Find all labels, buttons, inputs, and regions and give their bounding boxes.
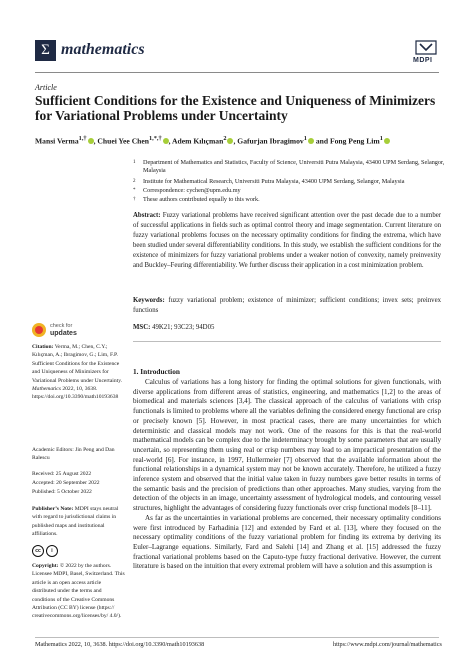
orcid-icon[interactable]: [308, 138, 314, 144]
citation-block: [32, 343, 126, 402]
article-type: Article: [35, 83, 57, 92]
header-rule: [35, 72, 439, 73]
intro-paragraph-1: Calculus of variations has a long history for finding the optimal solutions for given functionals, with diverse applications from different areas of statistics, engineering, and mathematics [1,2] to the areas of biomedical and materials sciences [3,4]. The classical approach of the calculus of variations with crisp functionals is limited to problems where all the variables defining the considered energy functional are crisp or precisely known [5]. However, in most practical cases, there are many uncertainties for which deterministic and classical models may not work. One of the reasons for this is that the real-world mathematical models can be complex due to the indeterminacy brought by some parameters that are usually uncertain, so representing them using real or crisp numbers may lead to an impractical presentation of the real-world [6]. For instance, in 1997, Hullermeier [7] observed that the available information about the functional relationships in a dynamical system may not be known accurately. Therefore, he utilized a fuzzy inference system and observed that the initial value taken in fuzzy numbers gave better results in terms of the semantic basis and the precision of predictions than other approaches. Many studies, varying from the detection of the objects in an image, uncertainty assessment of hydrological models, and contouring vessel structures, highlight the advantages of considering fuzzy functionals over crisp functional models [8–11].: [133, 378, 441, 513]
affiliation-mark: 1: [133, 160, 136, 165]
introduction-body: [133, 378, 441, 572]
orcid-icon[interactable]: [227, 138, 233, 144]
citation-text: Verma, M.; Chen, C.Y.; Kılıçman, A.; Ibragimov, G.; Lim, F.P. Sufficient Conditions for the Existence and Uniqueness of Minimizers for Variational Problems under Uncertainty.: [32, 344, 123, 384]
affiliation-mark: †: [133, 197, 136, 202]
affiliation: [133, 159, 453, 175]
copyright-label: Copyright:: [32, 563, 59, 569]
correspondence: [133, 187, 453, 195]
accepted-date: Accepted: 20 September 2022: [32, 480, 100, 486]
check-updates-line1: check for: [50, 323, 73, 329]
journal-logo: Σ: [35, 40, 56, 61]
check-for-updates-button[interactable]: [32, 323, 77, 337]
equal-contribution-text: These authors contributed equally to this work.: [143, 196, 260, 203]
check-updates-icon: [32, 323, 46, 337]
publisher-note-text: MDPI stays neutral with regard to jurisdictional claims in published maps and institutional affiliations.: [32, 506, 119, 538]
author-affiliation-mark: 1,*,†: [149, 135, 162, 142]
footer-journal-link[interactable]: https://www.mdpi.com/journal/mathematics: [333, 641, 442, 648]
citation-doi[interactable]: 2022, 10, 3638. https://doi.org/10.3390/math10193638: [32, 386, 119, 401]
abstract-rule: [133, 341, 441, 342]
author-affiliation-mark: 1: [379, 135, 383, 142]
published-date: Published: 5 October 2022: [32, 489, 92, 495]
correspondence-text[interactable]: Correspondence: cychen@upm.edu.my: [143, 187, 241, 194]
affiliation: [133, 178, 453, 186]
article-title: Sufficient Conditions for the Existence and Uniqueness of Minimizers for Variational Problems under Uncertainty: [35, 93, 436, 123]
publisher-logo-text: MDPI: [413, 57, 433, 64]
msc-label: MSC:: [133, 324, 151, 331]
mdpi-logo-icon: [412, 39, 440, 56]
intro-paragraph-2: As far as the uncertainties in variational problems are concerned, their necessary optimality conditions were first introduced by Farhadinia [12] and extended by Fard et al. [13], where they focused on the necessary optimality conditions of the fuzzy variational problem for finding its extrema by deriving its Euler–Lagrange equations. Similarly, Fard and Salehi [14] and Zhang et al. [15] addressed the fuzzy fractional variational problems based on the Caputo-type fuzzy fractional derivative. However, the current literature is based on the intuition that every extremal problem will have a solution and this assumption is: [133, 513, 441, 571]
keywords: [133, 296, 441, 316]
by-attribution-icon: i: [46, 545, 58, 557]
affiliation-mark: *: [133, 188, 136, 193]
footer-citation[interactable]: Mathematics 2022, 10, 3638. https://doi.org/10.3390/math10193638: [35, 641, 205, 648]
cc-license-badge[interactable]: [32, 545, 60, 557]
publisher-note-label: Publisher’s Note:: [32, 506, 74, 512]
citation-journal: Mathematics: [32, 386, 61, 393]
affiliation-text: Department of Mathematics and Statistics, Faculty of Science, Universiti Putra Malaysia, 43400 UPM Serdang, Selangor, Malaysia: [143, 159, 445, 175]
journal-name: mathematics: [61, 41, 145, 58]
author-name[interactable]: Mansi Verma: [35, 136, 79, 146]
keywords-label: Keywords:: [133, 297, 165, 304]
author-name[interactable]: Adem Kılıçman: [172, 136, 224, 146]
publisher-note: [32, 505, 126, 539]
orcid-icon[interactable]: [163, 138, 169, 144]
academic-editors: Academic Editors: Jin Peng and Dan Ralescu: [32, 447, 115, 462]
copyright-text: © 2022 by the authors. Licensee MDPI, Basel, Switzerland. This article is an open access article distributed under the terms and conditions of the Creative Commons Attribution (CC BY) license (https:// creativecommons.org/licenses/by/ 4.0/).: [32, 563, 125, 620]
author-affiliation-mark: 1: [303, 135, 307, 142]
author-name[interactable]: Gafurjan Ibragimov: [237, 136, 304, 146]
abstract: [133, 211, 441, 271]
affiliation-mark: 2: [133, 179, 136, 184]
received-date: Received: 25 August 2022: [32, 471, 92, 477]
cc-icon: cc: [32, 545, 44, 557]
copyright-block: [32, 562, 126, 621]
affiliation-text: Institute for Mathematical Research, Universiti Putra Malaysia, 43400 UPM Serdang, Selangor, Malaysia: [143, 178, 405, 185]
author-name[interactable]: and Fong Peng Lim: [315, 136, 380, 146]
author-list: Mansi Verma$^{1,\dagger}$ , Chuei Yee Chen$^{1,*,\dagger}$ , Adem Kılıçman$^2$ , Gafurjan Ibragimov$^1$ and Fong Peng Lim$^1$: [35, 134, 445, 147]
author-name[interactable]: Chuei Yee Chen: [97, 136, 149, 146]
orcid-icon[interactable]: [88, 138, 94, 144]
author-affiliation-mark: 1,†: [78, 135, 87, 142]
author-affiliation-mark: 2: [223, 135, 227, 142]
abstract-text: Fuzzy variational problems have received significant attention over the past decade due to a number of successful applications in fields such as optimal control theory and image segmentation. Current literature on fuzzy variational problems focuses on the necessary optimality conditions for finding the extrema, which have been studied under several differentiability conditions. In this study, we establish the sufficient conditions for the existence of minimizers for fuzzy variational problems under a weaker notion of convexity, namely preinvexity and Buckley–Feuring differentiability. We further discuss their application in a cost minimization problem.: [133, 212, 441, 269]
abstract-label: Abstract:: [133, 212, 161, 219]
equal-contribution-note: [133, 196, 453, 204]
footer-rule: [35, 637, 439, 638]
orcid-icon[interactable]: [384, 138, 390, 144]
msc-codes: [133, 323, 441, 333]
msc-text: 49K21; 93C23; 94D05: [152, 324, 215, 331]
check-updates-line2: updates: [50, 330, 77, 337]
citation-label: Citation:: [32, 344, 54, 350]
keywords-text: fuzzy variational problem; existence of minimizer; sufficient conditions; invex sets; preinvex functions: [133, 297, 441, 314]
section-heading: 1. Introduction: [133, 367, 180, 376]
